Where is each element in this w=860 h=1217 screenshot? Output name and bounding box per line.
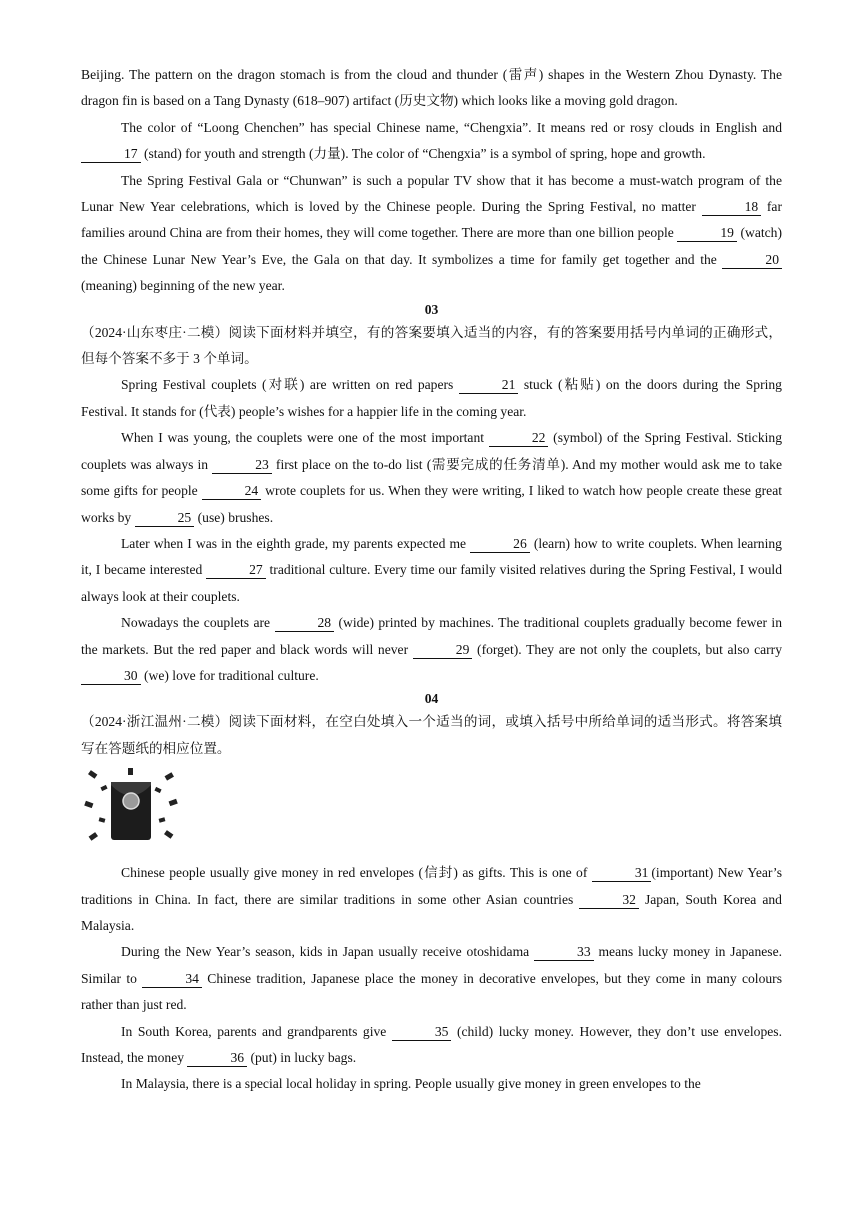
paragraph-text: (put) in lucky bags. — [247, 1050, 357, 1065]
paragraph-text: Chinese tradition, Japanese place the money in decorative envelopes, but they come in many colours rather than just red. — [81, 970, 782, 1013]
section-number: 04 — [424, 691, 439, 707]
passage-04 — [81, 860, 782, 1098]
paragraph-text: (use) brushes. — [194, 509, 274, 525]
answer-blank-17[interactable]: 17 — [81, 145, 141, 163]
paragraph-text: (watch) the Chinese Lunar New Year’s Eve, the Gala on that day. It symbolizes a time for family get together and the — [81, 225, 782, 267]
paragraph-text: The Spring Festival Gala or “Chunwan” is such a popular TV show that it has become a must-watch program of the Lunar New Year celebrations, which is loved by the Chinese people. During the Spring Festival, no matter — [81, 172, 782, 215]
paragraph-text: first place on the to-do list (需要完成的任务清单). And my mother would ask me to take some gifts for people — [81, 456, 782, 499]
paragraph-text: In Malaysia, there is a special local holiday in spring. People usually give money in green envelopes to the — [121, 1076, 701, 1092]
envelope-image — [81, 766, 181, 858]
answer-blank-26[interactable]: 26 — [470, 535, 530, 553]
paragraph-text: (forget). They are not only the couplets, but also carry — [472, 641, 782, 657]
answer-blank-33[interactable]: 33 — [534, 943, 594, 961]
answer-blank-22[interactable]: 22 — [489, 429, 549, 447]
paragraph-text: (stand) for youth and strength (力量). The color of “Chengxia” is a symbol of spring, hope and growth. — [140, 146, 706, 162]
section-instruction: （2024·浙江温州·二模）阅读下面材料，在空白处填入一个适当的词，或填入括号中所给单词的适当形式。将答案填写在答题纸的相应位置。 — [81, 714, 782, 756]
answer-blank-36[interactable]: 36 — [187, 1049, 247, 1067]
paragraph-text: During the New Year’s season, kids in Japan usually receive otoshidama — [121, 944, 535, 960]
answer-blank-27[interactable]: 27 — [206, 561, 266, 579]
answer-blank-21[interactable]: 21 — [459, 376, 519, 394]
paragraph-text: Japan, South Korea and Malaysia. — [81, 891, 782, 933]
paragraph-text: (child) lucky money. However, they don’t use envelopes. Instead, the money — [81, 1023, 782, 1065]
answer-blank-23[interactable]: 23 — [212, 456, 272, 474]
red-envelope-illustration — [81, 766, 782, 858]
paragraph-text: means lucky money in Japanese. Similar to — [81, 944, 782, 986]
paragraph-text: traditional culture. Every time our family visited relatives during the Spring Festival, I would always look at their couplets. — [81, 562, 782, 604]
paragraph — [81, 115, 782, 168]
paragraph — [81, 939, 782, 1018]
document-page — [81, 62, 782, 1098]
passage-02-continuation — [81, 62, 782, 300]
answer-blank-25[interactable]: 25 — [135, 509, 195, 527]
answer-blank-30[interactable]: 30 — [81, 667, 141, 685]
paragraph-text: Beijing. The pattern on the dragon stomach is from the cloud and thunder (雷声) shapes in the Western Zhou Dynasty. The dragon fin is based on a Tang Dynasty (618–907) artifact (历史文物) which looks like a moving gold dragon. — [81, 67, 782, 109]
answer-blank-29[interactable]: 29 — [413, 641, 473, 659]
answer-blank-35[interactable]: 35 — [392, 1023, 452, 1041]
paragraph-text: Spring Festival couplets (对联) are written on red papers — [121, 377, 459, 393]
answer-blank-19[interactable]: 19 — [677, 224, 737, 242]
paragraph-text: (learn) how to write couplets. When learning it, I became interested — [81, 535, 782, 578]
answer-blank-28[interactable]: 28 — [275, 614, 335, 632]
answer-blank-18[interactable]: 18 — [702, 198, 762, 216]
paragraph — [81, 610, 782, 689]
answer-blank-31[interactable]: 31 — [592, 864, 652, 882]
answer-blank-34[interactable]: 34 — [142, 970, 202, 988]
paragraph-text: In South Korea, parents and grandparents give — [121, 1023, 392, 1039]
section-instruction: （2024·山东枣庄·二模）阅读下面材料并填空，有的答案要填入适当的内容，有的答案要用括号内单词的正确形式，但每个答案不多于 3 个单词。 — [81, 324, 782, 367]
paragraph-text: Later when I was in the eighth grade, my parents expected me — [121, 535, 471, 551]
answer-blank-24[interactable]: 24 — [202, 482, 262, 500]
paragraph-text: (wide) printed by machines. The traditional couplets gradually become fewer in the markets. But the red paper and black words will never — [81, 615, 782, 657]
section-number: 03 — [424, 301, 439, 317]
paragraph-text: (symbol) of the Spring Festival. Sticking couplets was always in — [81, 430, 782, 472]
passage-03 — [81, 372, 782, 689]
paragraph-text: Nowadays the couplets are — [121, 615, 275, 631]
paragraph-text: far families around China are from their homes, they will come together. There are more than one billion people — [81, 199, 782, 241]
paragraph-text: (important) New Year’s traditions in China. In fact, there are similar traditions in some other Asian countries — [81, 865, 782, 907]
paragraph — [81, 168, 782, 300]
answer-blank-32[interactable]: 32 — [579, 891, 639, 909]
paragraph — [81, 372, 782, 425]
paragraph-text: (we) love for traditional culture. — [140, 667, 319, 683]
paragraph — [81, 1019, 782, 1072]
paragraph — [81, 860, 782, 939]
paragraph — [81, 425, 782, 531]
paragraph-text: (meaning) beginning of the new year. — [81, 278, 285, 294]
paragraph-text: wrote couplets for us. When they were writing, I liked to watch how people create these great works by — [81, 483, 782, 525]
paragraph — [81, 62, 782, 115]
paragraph — [81, 1071, 782, 1097]
paragraph — [81, 531, 782, 610]
paragraph-text: Chinese people usually give money in red envelopes (信封) as gifts. This is one of — [121, 865, 592, 881]
paragraph-text: stuck (粘贴) on the doors during the Spring Festival. It stands for (代表) people’s wishes for a happier life in the coming year. — [81, 377, 782, 419]
paragraph-text: When I was young, the couplets were one of the most important — [121, 430, 489, 446]
paragraph-text: The color of “Loong Chenchen” has special Chinese name, “Chengxia”. It means red or rosy clouds in English and — [121, 119, 782, 135]
answer-blank-20[interactable]: 20 — [722, 251, 782, 269]
